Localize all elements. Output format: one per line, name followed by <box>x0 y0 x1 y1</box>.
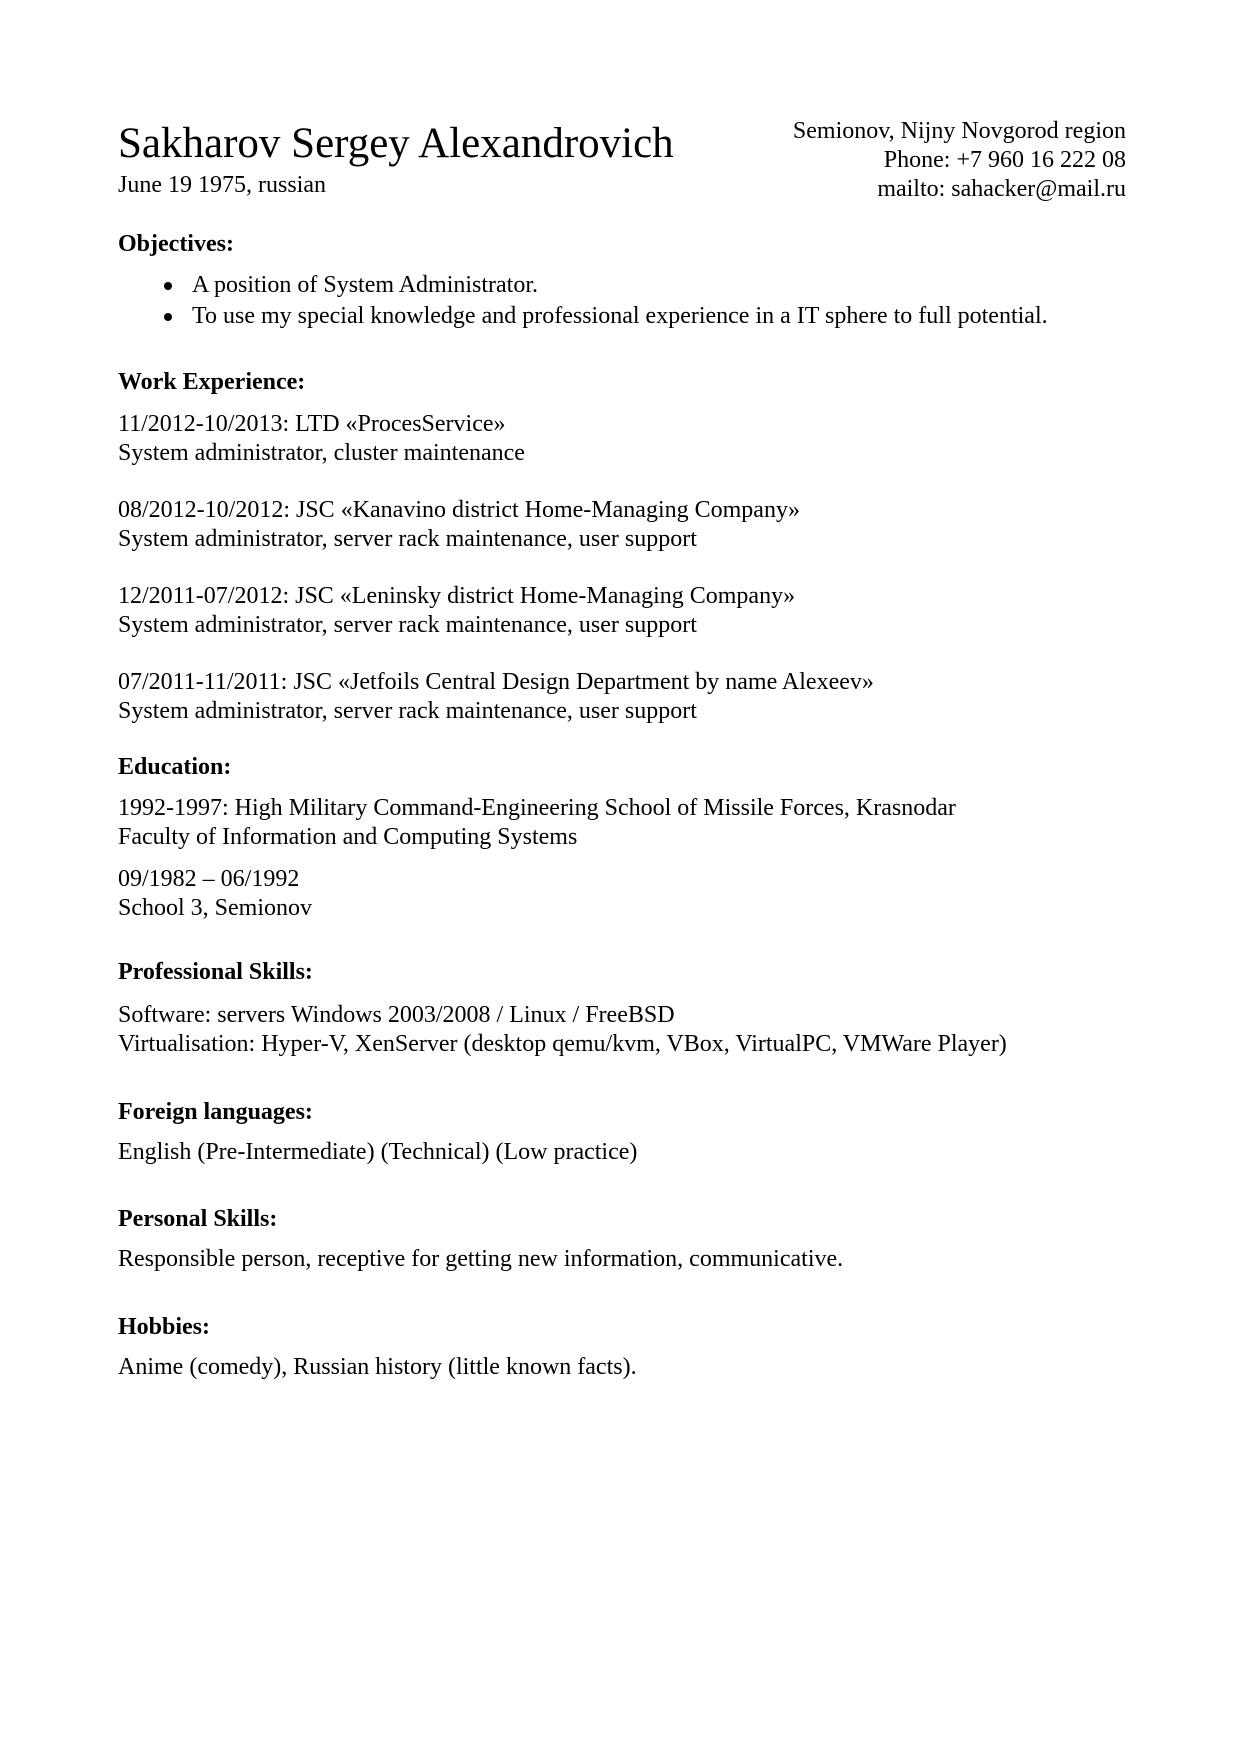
birth-info: June 19 1975, russian <box>118 172 326 198</box>
education-line: School 3, Semionov <box>118 895 313 921</box>
languages-heading: Foreign languages: <box>118 1099 313 1125</box>
contact-block <box>793 117 1126 204</box>
skills-virtualisation: Virtualisation: Hyper-V, XenServer (desktop qemu/kvm, VBox, VirtualPC, VMWare Player) <box>118 1031 1007 1057</box>
contact-phone: Phone: +7 960 16 222 08 <box>883 147 1126 173</box>
languages-text: English (Pre-Intermediate) (Technical) (Low practice) <box>118 1139 638 1165</box>
hobbies-text: Anime (comedy), Russian history (little known facts). <box>118 1354 637 1380</box>
work-heading: Work Experience: <box>118 369 306 395</box>
job-period: 07/2011-11/2011: JSC «Jetfoils Central Design Department by name Alexeev» <box>118 669 874 695</box>
contact-email[interactable]: mailto: sahacker@mail.ru <box>877 176 1126 202</box>
education-line: Faculty of Information and Computing Systems <box>118 824 578 850</box>
job-role: System administrator, cluster maintenance <box>118 440 525 466</box>
list-item: A position of System Administrator. <box>118 270 1048 301</box>
education-heading: Education: <box>118 754 232 780</box>
job-role: System administrator, server rack maintenance, user support <box>118 612 697 638</box>
candidate-name: Sakharov Sergey Alexandrovich <box>118 120 674 167</box>
job-period: 12/2011-07/2012: JSC «Leninsky district Home-Managing Company» <box>118 583 796 609</box>
skills-software: Software: servers Windows 2003/2008 / Linux / FreeBSD <box>118 1002 675 1028</box>
bullet-icon <box>164 282 172 290</box>
skills-heading: Professional Skills: <box>118 959 313 985</box>
education-line: 09/1982 – 06/1992 <box>118 866 300 892</box>
education-line: 1992-1997: High Military Command-Engineering School of Missile Forces, Krasnodar <box>118 795 956 821</box>
contact-location: Semionov, Nijny Novgorod region <box>792 118 1126 144</box>
job-role: System administrator, server rack maintenance, user support <box>118 698 697 724</box>
objectives-list <box>118 270 1048 332</box>
personal-heading: Personal Skills: <box>118 1206 278 1232</box>
job-period: 08/2012-10/2012: JSC «Kanavino district Home-Managing Company» <box>118 497 800 523</box>
bullet-icon <box>164 313 172 321</box>
objectives-heading: Objectives: <box>118 231 234 257</box>
list-item: To use my special knowledge and professional experience in a IT sphere to full potential. <box>118 301 1048 332</box>
job-period: 11/2012-10/2013: LTD «ProcesService» <box>118 411 506 437</box>
job-role: System administrator, server rack maintenance, user support <box>118 526 697 552</box>
personal-text: Responsible person, receptive for getting new information, communicative. <box>118 1246 844 1272</box>
hobbies-heading: Hobbies: <box>118 1314 211 1340</box>
